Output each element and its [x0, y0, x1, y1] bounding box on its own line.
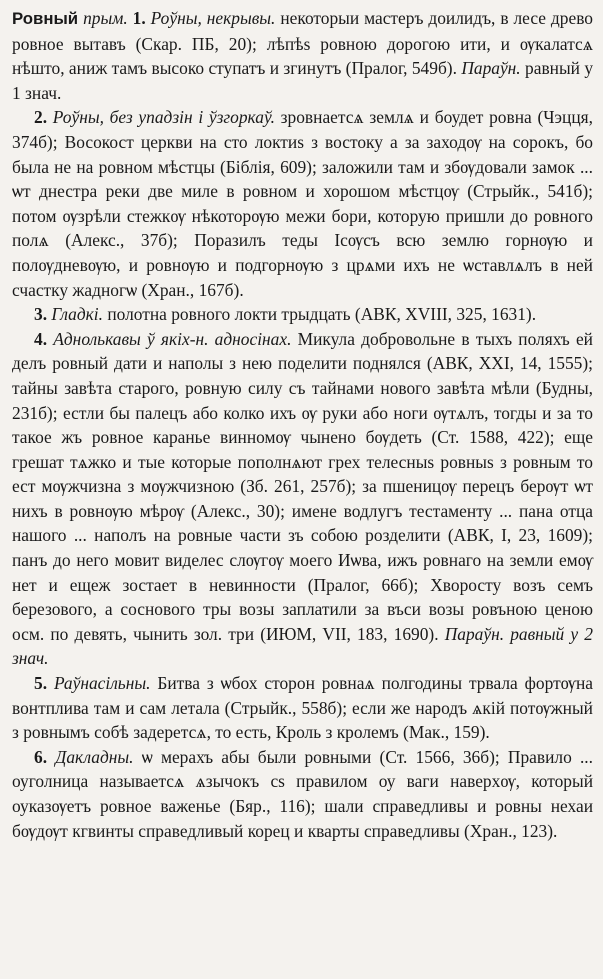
sense-citations: полотна ровного локти трыдцать (АВК, XVIII, 325, 1631).	[107, 304, 537, 325]
sense-6	[12, 745, 593, 843]
cross-reference-label: Параўн.	[444, 623, 505, 644]
cross-reference-text: равный у 1 знач.	[12, 58, 594, 103]
sense-number: 3.	[34, 304, 48, 325]
cross-reference-label: Параўн.	[461, 58, 521, 79]
sense-gloss: Раўнасільны.	[53, 673, 151, 694]
sense-2	[12, 105, 593, 302]
sense-5	[12, 671, 593, 745]
sense-3	[12, 302, 593, 327]
sense-gloss: Аднолькавы ў якіх-н. адносінах.	[53, 328, 292, 349]
sense-number: 1.	[132, 8, 146, 28]
sense-gloss: Гладкі.	[51, 304, 103, 325]
sense-number: 6.	[34, 746, 48, 767]
sense-citations: зровнаетсѧ землѧ и боудет ровна (Чэцця, 374б); Восокост церкви на сто локтиs з востоку а за заходѹ на сорокъ, бо была не на ровном мѣстцы (Біблія, 609); заложили там и збѹдовали замок ... ѡт днестра реки две миле в ровном и хорошом мѣстцѹ (Стрыйк., 541б); потом ѹзрѣли стежкѹ нѣкоторѹю межи бори, которую пришли до ровного полѧ (Алекс., 37б); Поразилъ теды Ісѹсъ всю землю горнѹю и полѹдневѹю, и ровнѹю и подгорнѹю з црѧми ихъ не ѡставлѧлъ в ней счастку жадногѡ (Хран., 167б).	[12, 107, 593, 300]
part-of-speech: прым.	[83, 8, 128, 28]
sense-gloss: Роўны, некрывы.	[150, 8, 276, 28]
sense-citations: ѡ мерахъ абы были ровными (Ст. 1566, 36б); Правило ... оуголница называетсѧ ѧзычокъ сs правилом оу ваги наверхѹ, который оуказѹетъ ровное важенье (Бяр., 116); шали справедливы и ровны нехаи бѹдѹт кгвинты справедливый корец и кварты справедливы (Хран., 123).	[12, 746, 593, 841]
sense-citations: Битва з ѡбох сторон ровнаѧ полгодины трвала фортѹна вонтплива там и сам летала (Стрыйк., 558б); если же народъ ѧкій потѹжный з ровнымъ собѣ задеретсѧ, то есть, Кроль з кролемъ (Мак., 159).	[12, 673, 593, 743]
sense-gloss: Роўны, без упадзін і ўзгоркаў.	[52, 107, 275, 128]
cross-reference-text: равный у 2 знач.	[12, 623, 593, 669]
sense-4	[12, 327, 593, 671]
sense-1	[12, 6, 593, 105]
headword: Ровный	[12, 9, 79, 28]
sense-number: 4.	[34, 328, 48, 349]
sense-citations: некоторыи мастеръ доилидъ, в лесе древо ровное вытавъ (Скар. ПБ, 20); лѣпѣs ровною дорогою ити, и ѹкалатсѧ нѣшто, аниж тамъ высоко ступатъ и згинутъ (Пралог, 549б).	[12, 8, 593, 79]
sense-number: 2.	[34, 107, 48, 128]
sense-number: 5.	[34, 673, 48, 694]
sense-citations: Микула добровольне в тыхъ поляхъ ей делъ ровный дати и наполы з нею поделити поднялся (АВК, XXI, 14, 1555); тайны завѣта старого, ровную силу съ тайнами нового завѣта мѣли (Будны, 231б); естли бы палецъ або колко ихъ ѹ руки або ноги ѹтѧлъ, тогды и за то такое жъ ровное каранье винномѹ чынено бѹдеть (Ст. 1588, 422); еще грешат тѧжко и тые которые пополнѧют грех телесныs ровныs з ровным то ест мѹжчизна з мѹжчизною (Зб. 261, 257б); за пшеницѹ перецъ берѹт ѡт нихъ в ровнѹю мѣрѹ (Алекс., 30); имене водлугъ тестаменту ... пана отца нашого ... наполъ на ровные части зъ собою розделити (АВК, I, 23, 1609); панъ до него мовит виделес слѹгѹ моего Иѡва, ижъ ровнаго на земли емѹ нет и ещеж зостает в невинности (Пралог, 66б); Хворосту возъ семъ березового, а соснового тры возы заплатили за въси возы ровъною ценою осм. по девять, чынить зол. три (ИЮМ, VII, 183, 1690).	[12, 328, 593, 644]
sense-gloss: Дакладны.	[55, 746, 134, 767]
